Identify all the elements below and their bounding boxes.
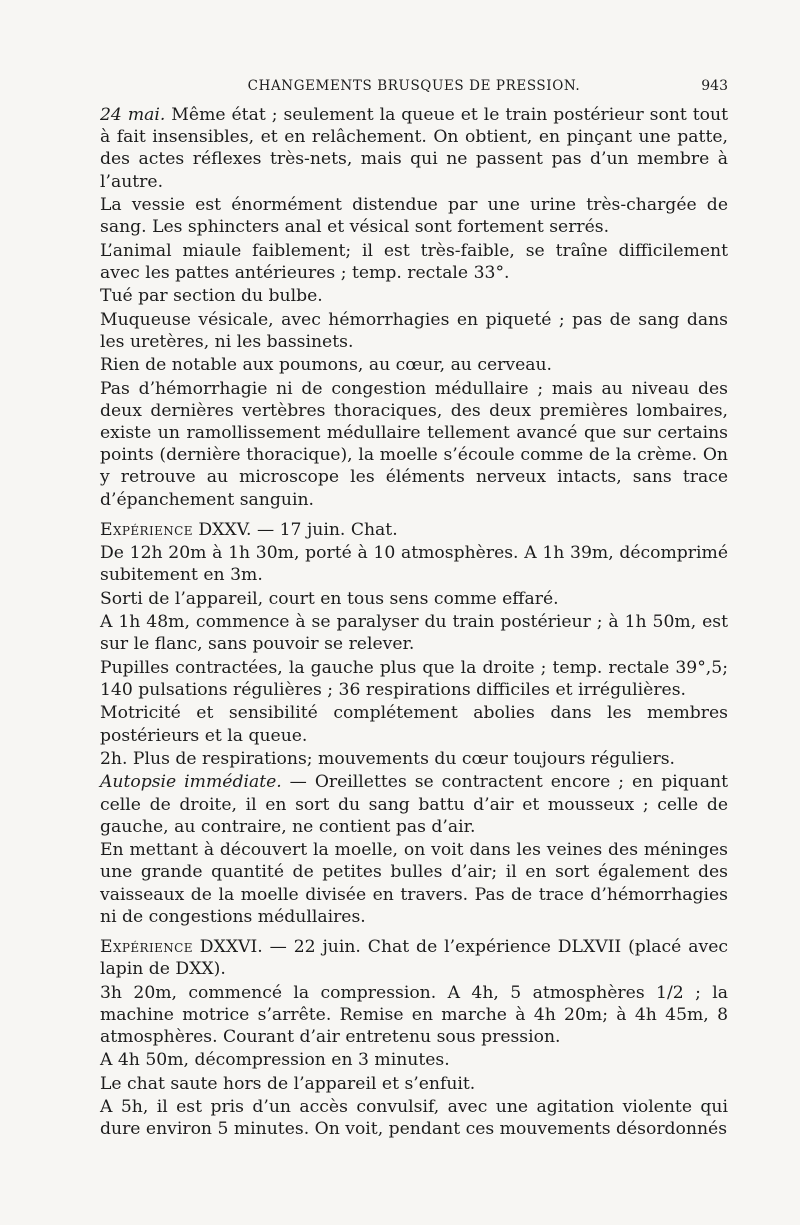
paragraph: Motricité et sensibilité complétement abolies dans les membres postérieurs et la queue. xyxy=(100,703,728,746)
date-lead: 24 mai. xyxy=(100,105,166,125)
paragraph-text: Même état ; seulement la queue et le train postérieur sont tout à fait insensibles, et en relâchement. On obtient, en pinçant une patte, des actes réflexes très-nets, mais qui ne passent pas d’un membre à l’autre. xyxy=(100,105,728,192)
running-title: CHANGEMENTS BRUSQUES DE PRESSION. xyxy=(247,78,581,94)
page-body xyxy=(100,104,728,1142)
experiment-label: Expérience xyxy=(100,936,193,957)
experiment-label: Expérience xyxy=(100,519,193,540)
paragraph: Pas d’hémorrhagie ni de congestion médullaire ; mais au niveau des deux dernières vertèbres thoraciques, des deux premières lombaires, existe un ramollissement médullaire tellement avancé que sur certains points (dernière thoracique), la moelle s’écoule comme de la crème. On y retrouve au microscope les éléments nerveux intacts, sans trace d’épanchement sanguin. xyxy=(100,378,728,510)
paragraph: Muqueuse vésicale, avec hémorrhagies en piqueté ; pas de sang dans les uretères, ni les bassinets. xyxy=(100,309,728,352)
paragraph: A 4h 50m, décompression en 3 minutes. xyxy=(100,1050,450,1071)
paragraph: L’animal miaule faiblement; il est très-faible, se traîne difficilement avec les pattes antérieures ; temp. rectale 33°. xyxy=(100,240,728,283)
paragraph: Le chat saute hors de l’appareil et s’enfuit. xyxy=(100,1073,476,1094)
paragraph: 2h. Plus de respirations; mouvements du cœur toujours réguliers. xyxy=(100,748,675,769)
paragraph: Tué par section du bulbe. xyxy=(100,286,323,307)
paragraph: Sorti de l’appareil, court en tous sens comme effaré. xyxy=(100,588,559,609)
paragraph: 3h 20m, commencé la compression. A 4h, 5 atmosphères 1/2 ; la machine motrice s’arrête. Remise en marche à 4h 20m; à 4h 45m, 8 atmosphères. Courant d’air entretenu sous pression. xyxy=(100,982,728,1047)
paragraph: A 5h, il est pris d’un accès convulsif, avec une agitation violente qui dure environ 5 minutes. On voit, pendant ces mouvements désordonnés xyxy=(100,1097,728,1140)
experiment-heading-dxxvi xyxy=(100,936,728,980)
experiment-title: DXXV. — 17 juin. Chat. xyxy=(192,519,398,540)
page-number: 943 xyxy=(701,78,728,94)
paragraph: De 12h 20m à 1h 30m, porté à 10 atmosphères. A 1h 39m, décomprimé subitement en 3m. xyxy=(100,543,728,586)
experiment-title: DXXVI. — 22 juin. Chat de l’expérience DLXVII (placé avec lapin de DXX). xyxy=(100,936,728,980)
paragraph: Rien de notable aux poumons, au cœur, au cerveau. xyxy=(100,355,553,376)
paragraph: A 1h 48m, commence à se paralyser du train postérieur ; à 1h 50m, est sur le flanc, sans pouvoir se relever. xyxy=(100,612,728,655)
paragraph: En mettant à découvert la moelle, on voit dans les veines des méninges une grande quantité de petites bulles d’air; il en sort également des vaisseaux de la moelle divisée en travers. Pas de trace d’hémorrhagies ni de congestions médullaires. xyxy=(100,840,728,927)
experiment-heading-dxxv xyxy=(100,519,728,541)
paragraph-text: — Oreillettes se contractent encore ; en piquant celle de droite, il en sort du sang battu d’air et mousseux ; celle de gauche, au contraire, ne contient pas d’air. xyxy=(100,772,728,837)
paragraph: Pupilles contractées, la gauche plus que la droite ; temp. rectale 39°,5; 140 pulsations régulières ; 36 respirations difficiles et irrégulières. xyxy=(100,657,728,700)
page-header xyxy=(100,78,728,102)
paragraph xyxy=(100,771,728,838)
paragraph: La vessie est énormément distendue par une urine très-chargée de sang. Les sphincters anal et vésical sont fortement serrés. xyxy=(100,195,728,238)
paragraph xyxy=(100,104,728,193)
autopsy-lead: Autopsie immédiate. xyxy=(100,772,282,793)
